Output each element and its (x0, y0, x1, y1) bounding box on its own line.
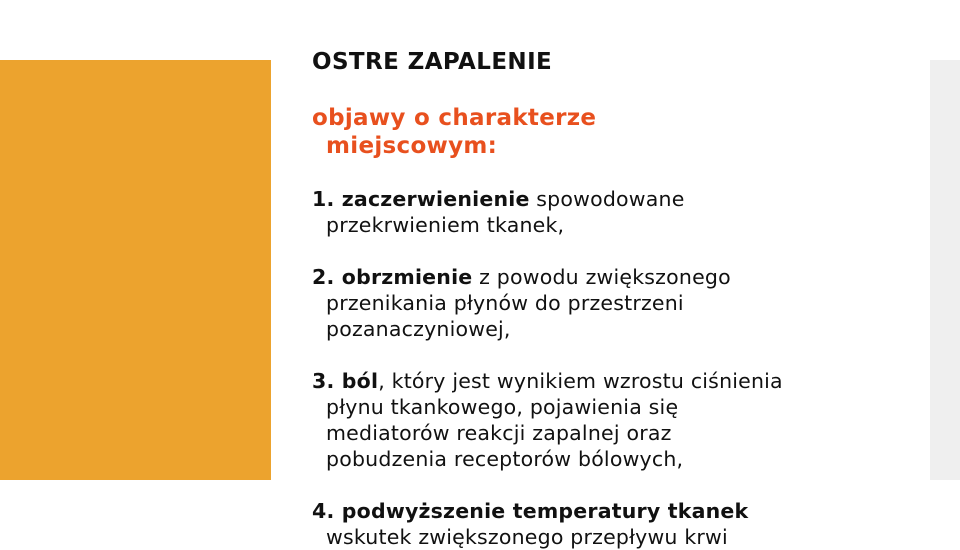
symptom-item-heat (312, 498, 912, 550)
symptom-text: płynu tkankowego, pojawienia się (326, 395, 679, 419)
symptom-text: mediatorów reakcji zapalnej oraz (326, 421, 672, 445)
symptom-text: pozanaczyniowej, (326, 317, 511, 341)
symptom-item-swelling (312, 264, 912, 342)
symptom-heading: 4. podwyższenie temperatury tkanek (312, 499, 749, 523)
symptom-text: przekrwieniem tkanek, (326, 213, 565, 237)
symptom-heading: 2. obrzmienie (312, 265, 473, 289)
symptom-text: , który jest wynikiem wzrostu ciśnienia (378, 369, 783, 393)
symptom-text: pobudzenia receptorów bólowych, (326, 447, 684, 471)
symptom-item-redness (312, 186, 912, 238)
symptom-line (312, 368, 912, 394)
slide-title: OSTRE ZAPALENIE (312, 49, 553, 75)
decorative-orange-panel (0, 60, 271, 480)
symptom-text: z powodu zwiększonego (472, 265, 731, 289)
symptom-text: przenikania płynów do przestrzeni (326, 291, 684, 315)
symptom-line (312, 186, 912, 212)
symptom-text: wskutek zwiększonego przepływu krwi (326, 525, 728, 549)
subtitle-line-2: miejscowym: (326, 133, 498, 159)
symptom-line (312, 264, 912, 290)
symptom-line (312, 498, 912, 524)
symptom-item-pain (312, 368, 912, 472)
symptom-text: spowodowane (529, 187, 685, 211)
slide-subtitle (312, 104, 912, 160)
slide-content (312, 46, 912, 550)
subtitle-line-1: objawy o charakterze (312, 105, 597, 131)
decorative-grey-strip (930, 60, 960, 480)
symptom-heading: 1. zaczerwienienie (312, 187, 530, 211)
symptom-heading: 3. ból (312, 369, 379, 393)
